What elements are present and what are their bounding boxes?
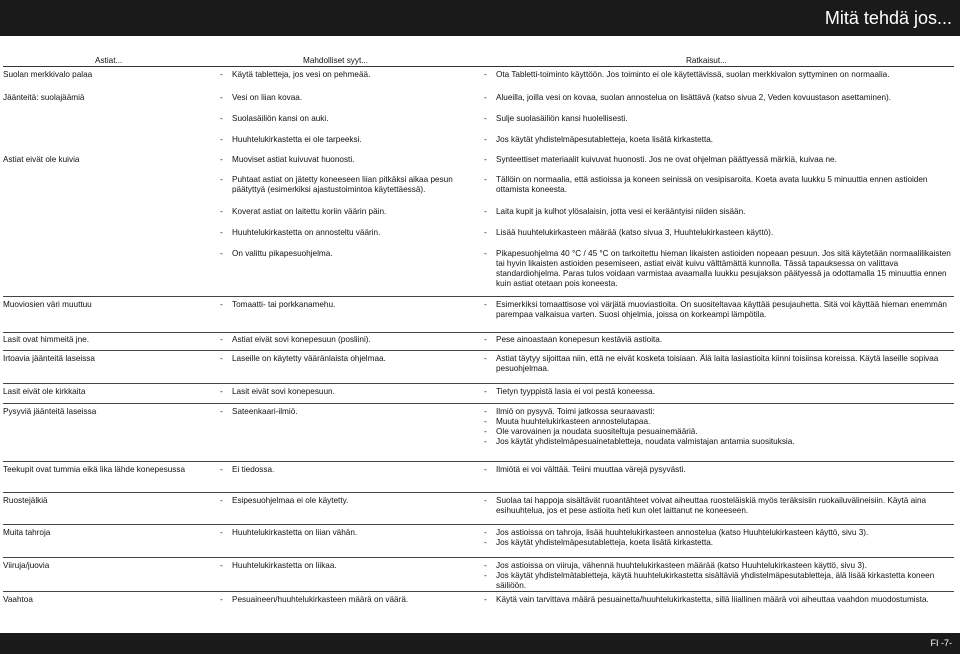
solution-item: - Jos käytät yhdistelmäpesutabletteja, koeta lisätä kirkastetta. (484, 538, 954, 548)
solution-cell (484, 135, 954, 145)
solution-cell (484, 496, 954, 516)
row-divider (3, 591, 954, 592)
solution-item: - Jos käytät yhdistelmäpesutabletteja, koeta lisätä kirkastetta. (484, 135, 954, 145)
solution-item: - Ilmiötä ei voi välttää. Teiini muuttaa värejä pysyvästi. (484, 465, 954, 475)
cause-item: - Tomaatti- tai porkkanamehu. (220, 300, 475, 310)
row-divider (3, 557, 954, 558)
row-divider (3, 403, 954, 404)
cause-cell (220, 114, 475, 124)
footer-bar (0, 633, 960, 654)
solution-item: - Pikapesuohjelma 40 °C / 45 °C on tarkoitettu hieman likaisten astioiden nopeaan pesuun. Jos sitä käytetään normaalilikaisten tai hyvin likaisten astioiden pesemiseen, astiat eivät kuivu välttämättä kunnolla. Tässä tapauksessa on valittava standardiohjelma. Paras tulos voidaan varmistaa avaamalla luukku pesujakson päätyessä ja odottamalla 15 minuuttia ennen kuin astiat otetaan pois koneesta. (484, 249, 954, 289)
solution-cell (484, 300, 954, 320)
solution-item: - Sulje suolasäiliön kansi huolellisesti. (484, 114, 954, 124)
cause-cell (220, 135, 475, 145)
solution-item: - Suolaa tai happoja sisältävät ruoantähteet voivat aiheuttaa ruosteläiskiä myös teräksisiin ruokailuvälineisiin. Käytä aina esihuuhtelua, jos et pese astioita heti kun olet laittanut ne koneeseen. (484, 496, 954, 516)
solution-item: - Astiat täytyy sijoittaa niin, että ne eivät kosketa toisiaan. Älä laita lasiastioita kiinni toisiinsa koreissa. Käytä laseille sopivaa pesuohjelmaa. (484, 354, 954, 374)
row-divider (3, 350, 954, 351)
cause-cell (220, 387, 475, 397)
cause-item: - Huuhtelukirkastetta on annosteltu väärin. (220, 228, 475, 238)
cause-item: - Esipesuohjelmaa ei ole käytetty. (220, 496, 475, 506)
cause-item: - Laseille on käytetty vääränlaista ohjelmaa. (220, 354, 475, 364)
fault-label: Muita tahroja (3, 528, 51, 537)
header-rule (3, 66, 954, 67)
solution-cell (484, 175, 954, 195)
cause-cell (220, 595, 475, 605)
cause-cell (220, 207, 475, 217)
solution-item: - Jos käytät yhdistelmäpesuainetabletteja, noudata valmistajan antamia suosituksia. (484, 437, 954, 447)
cause-item: - Pesuaineen/huuhtelukirkasteen määrä on väärä. (220, 595, 475, 605)
cause-item: - Käytä tabletteja, jos vesi on pehmeää. (220, 70, 475, 80)
row-divider (3, 492, 954, 493)
fault-label: Viiruja/juovia (3, 561, 50, 570)
solution-item: - Alueilla, joilla vesi on kovaa, suolan annostelua on lisättävä (katso sivua 2, Veden kovuustason asettaminen). (484, 93, 954, 103)
fault-label: Pysyviä jäänteitä laseissa (3, 407, 97, 416)
fault-label: Irtoavia jäänteitä laseissa (3, 354, 95, 363)
fault-label: Lasit ovat himmeitä jne. (3, 335, 90, 344)
solution-item: - Käytä vain tarvittava määrä pesuainetta/huuhtelukirkastetta, sillä liiallinen määrä voi aiheuttaa vaahdon muodostumista. (484, 595, 954, 605)
solution-item: - Ilmiö on pysyvä. Toimi jatkossa seuraavasti: (484, 407, 954, 417)
fault-label: Muoviosien väri muuttuu (3, 300, 92, 309)
solution-cell (484, 93, 954, 103)
cause-item: - Suolasäiliön kansi on auki. (220, 114, 475, 124)
solution-cell (484, 595, 954, 605)
fault-label: Suolan merkkivalo palaa (3, 70, 93, 79)
solution-item: - Muuta huuhtelukirkasteen annostelutapaa. (484, 417, 954, 427)
column-header-solution: Ratkaisut... (686, 56, 727, 65)
cause-cell (220, 300, 475, 310)
cause-cell (220, 155, 475, 165)
solution-item: - Tietyn tyyppistä lasia ei voi pestä koneessa. (484, 387, 954, 397)
column-header-fault: Astiat... (95, 56, 123, 65)
fault-label: Jäänteitä: suolajäämiä (3, 93, 85, 102)
solution-cell (484, 114, 954, 124)
cause-item: - Astiat eivät sovi konepesuun (posliini). (220, 335, 475, 345)
solution-cell (484, 561, 954, 591)
solution-cell (484, 70, 954, 80)
fault-label: Ruostejälkiä (3, 496, 48, 505)
cause-cell (220, 93, 475, 103)
cause-item: - Huuhtelukirkastetta on liian vähän. (220, 528, 475, 538)
solution-item: - Tällöin on normaalia, että astioissa ja koneen seinissä on vesipisaroita. Koeta avata luukku 5 minuuttia ennen astioiden ottamista koneesta. (484, 175, 954, 195)
cause-cell (220, 528, 475, 538)
cause-item: - Ei tiedossa. (220, 465, 475, 475)
cause-item: - Huuhtelukirkastetta ei ole tarpeeksi. (220, 135, 475, 145)
row-divider (3, 383, 954, 384)
solution-cell (484, 407, 954, 447)
cause-cell (220, 465, 475, 475)
page-number: FI -7- (930, 638, 952, 648)
row-divider (3, 461, 954, 462)
fault-label: Vaahtoa (3, 595, 33, 604)
solution-cell (484, 228, 954, 238)
solution-cell (484, 249, 954, 289)
row-divider (3, 524, 954, 525)
cause-item: - Sateenkaari-ilmiö. (220, 407, 475, 417)
solution-item: - Lisää huuhtelukirkasteen määrää (katso sivua 3, Huuhtelukirkasteen käyttö). (484, 228, 954, 238)
solution-cell (484, 207, 954, 217)
solution-cell (484, 528, 954, 548)
solution-item: - Esimerkiksi tomaattisose voi värjätä muoviastioita. On suositeltavaa käyttää pesujauhetta. Sitä voi käyttää hieman enemmän parempaa valkaisua varten. Suosi ohjelmia, joissa on korkeampi lämpötila. (484, 300, 954, 320)
cause-item: - Koverat astiat on laitettu koriin väärin päin. (220, 207, 475, 217)
cause-cell (220, 70, 475, 80)
solution-item: - Pese ainoastaan konepesun kestäviä astioita. (484, 335, 954, 345)
cause-item: - Puhtaat astiat on jätetty koneeseen liian pitkäksi aikaa pesun päätyttyä (esimerkiksi ajastustoimintoa käytettäessä). (220, 175, 475, 195)
cause-cell (220, 496, 475, 506)
cause-cell (220, 561, 475, 571)
solution-cell (484, 354, 954, 374)
solution-cell (484, 335, 954, 345)
solution-cell (484, 155, 954, 165)
cause-cell (220, 407, 475, 417)
cause-item: - Huuhtelukirkastetta on liikaa. (220, 561, 475, 571)
fault-label: Astiat eivät ole kuivia (3, 155, 80, 164)
solution-item: - Laita kupit ja kulhot ylösalaisin, jotta vesi ei kerääntyisi niiden sisään. (484, 207, 954, 217)
fault-label: Lasit eivät ole kirkkaita (3, 387, 86, 396)
cause-item: - Vesi on liian kovaa. (220, 93, 475, 103)
cause-item: - Muoviset astiat kuivuvat huonosti. (220, 155, 475, 165)
column-header-cause: Mahdolliset syyt... (303, 56, 369, 65)
cause-item: - Lasit eivät sovi konepesuun. (220, 387, 475, 397)
solution-cell (484, 465, 954, 475)
solution-item: - Jos käytät yhdistelmätabletteja, käytä huuhtelukirkastetta sisältäviä yhdistelmäpesutabletteja, älä lisää kirkastetta koneen säiliöön. (484, 571, 954, 591)
cause-cell (220, 228, 475, 238)
solution-item: - Jos astioissa on viiruja, vähennä huuhtelukirkasteen määrää (katso Huuhtelukirkasteen käyttö, sivu 3). (484, 561, 954, 571)
row-divider (3, 332, 954, 333)
page-title: Mitä tehdä jos... (824, 8, 952, 28)
cause-cell (220, 354, 475, 364)
solution-item: - Synteettiset materiaalit kuivuvat huonosti. Jos ne ovat ohjelman päättyessä märkiä, kuivaa ne. (484, 155, 954, 165)
fault-label: Teekupit ovat tummia eikä lika lähde konepesussa (3, 465, 186, 474)
row-divider (3, 296, 954, 297)
cause-cell (220, 335, 475, 345)
header-bar (0, 0, 960, 36)
solution-cell (484, 387, 954, 397)
solution-item: - Ota Tabletti-toiminto käyttöön. Jos toiminto ei ole käytettävissä, suolan merkkivalon syttyminen on normaalia. (484, 70, 954, 80)
cause-cell (220, 249, 475, 259)
solution-item: - Jos astioissa on tahroja, lisää huuhtelukirkasteen annostelua (katso Huuhtelukirkasteen käyttö, sivu 3). (484, 528, 954, 538)
solution-item: - Ole varovainen ja noudata suositeltuja pesuainemääriä. (484, 427, 954, 437)
cause-item: - On valittu pikapesuohjelma. (220, 249, 475, 259)
cause-cell (220, 175, 475, 195)
